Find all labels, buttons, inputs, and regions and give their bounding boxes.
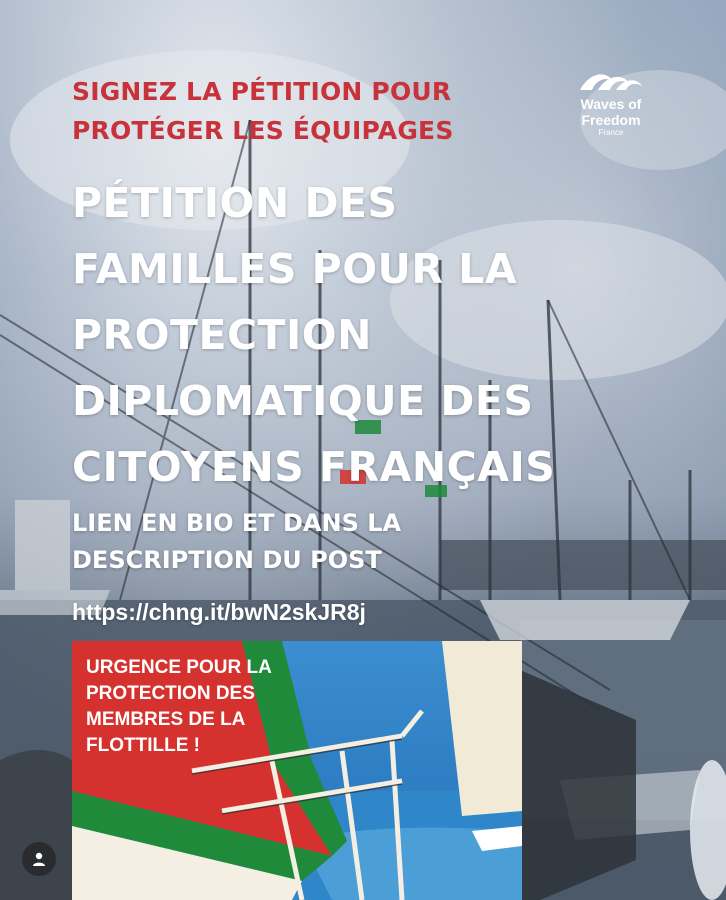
card-line: MEMBRES DE LA: [86, 709, 246, 730]
card-line: PROTECTION DES: [86, 683, 255, 704]
logo-line-3: France: [598, 128, 624, 137]
urgency-message: [86, 655, 306, 759]
card-line: URGENCE POUR LA: [86, 657, 272, 678]
title-line: FAMILLES POUR LA: [72, 245, 518, 293]
waves-of-freedom-logo: [568, 66, 654, 138]
title-line: PROTECTION: [72, 311, 372, 359]
headline-line-1: SIGNEZ LA PÉTITION POUR: [72, 77, 452, 106]
flotilla-illustration-card: [72, 641, 522, 900]
logo-line-1: Waves of: [580, 96, 642, 112]
petition-url[interactable]: https://chng.it/bwN2skJR8j: [72, 599, 366, 625]
title-line: CITOYENS FRANÇAIS: [72, 443, 556, 491]
card-line: FLOTTILLE !: [86, 735, 200, 756]
title-line: PÉTITION DES: [72, 179, 398, 227]
waves-icon: [576, 66, 646, 96]
link-instruction: [72, 505, 512, 579]
logo-line-2: Freedom: [581, 112, 641, 128]
subtitle-line-1: LIEN EN BIO ET DANS LA: [72, 509, 402, 537]
headline-line-2: PROTÉGER LES ÉQUIPAGES: [72, 116, 454, 145]
tagged-users-button[interactable]: [22, 842, 56, 876]
title-line: DIPLOMATIQUE DES: [72, 377, 534, 425]
petition-headline: [72, 72, 532, 150]
user-icon: [31, 851, 47, 867]
subtitle-line-2: DESCRIPTION DU POST: [72, 546, 382, 574]
petition-title: [72, 170, 632, 500]
